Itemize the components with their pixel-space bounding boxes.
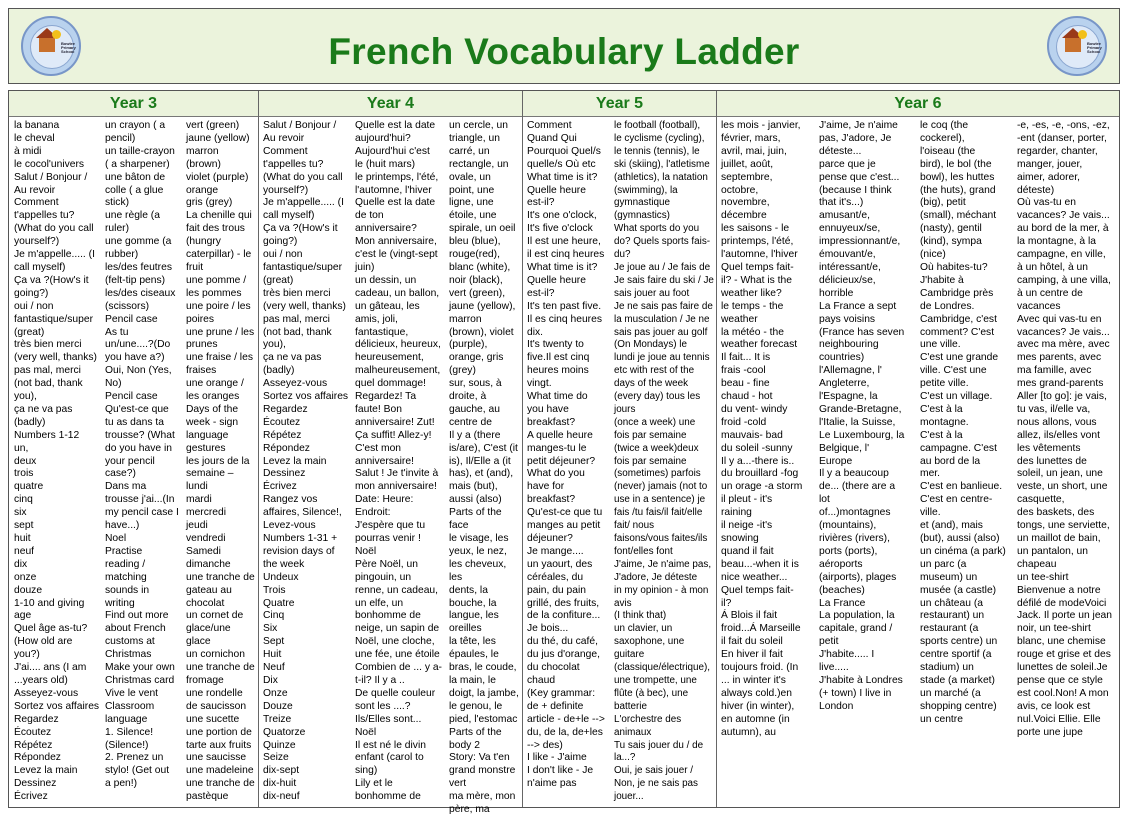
year-5-heading: Year 5 xyxy=(523,91,716,117)
year-4-column-2: Quelle est la date aujourd'hui? Aujourd'hui c'est le (huit mars) le printemps, l'été, l'automne, l'hiver Quelle est la date de ton anniversaire? Mon anniversaire, c'est le (vingt-sept juin) un dessin, un cadeau, un ballon, un gâteau, les amis, joli, fantastique, délicieux, heureux, heureusement, malheureusement, quel dommage! Regardez! Ta faute! Bon anniversaire! Zut! Ça suffit! Allez-y! C'est mon anniversaire! Salut ! Je t'invite à mon anniversaire! Date: Heure: Endroit: J'espère que tu pourras venir ! Noël Père Noël, un pingouin, un renne, un cadeau, un elfe, un bonhomme de neige, un sapin de Noël, une cloche, une fée, une étoile Combien de ... y a- t-il? Il y a .. De quelle couleur sont les ....? Ils/Elles sont... Noël Il est né le divin enfant (carol to sing) Lily et le bonhomme de xyxy=(355,120,442,803)
year-6-column-2: J'aime, Je n'aime pas, J'adore, Je déteste... parce que je pense que c'est... (because I think that it's...) amusant/e, ennuyeux/se, impressionnant/e, émouvant/e, intéressant/e, délicieux/se, horrible La France a sept pays voisins (France has seven neighbouring countries) l'Allemagne, l' Angleterre, l'Espagne, la Grande-Bretagne, l'Italie, la Suisse, Le Luxembourg, la Belgique, l' Europe Il y a beaucoup de... (there are a lot of...)montagnes (mountains), rivières (rivers), ports (ports), aéroports (airports), plages (beaches) La France La population, la capitale, grand / petit J'habite..... I live..... J'habite à Londres (+ town) I live in London xyxy=(819,120,905,712)
year-4-column-3: un cercle, un triangle, un carré, un rectangle, un ovale, un point, une ligne, une étoile, une spirale, un oeil bleu (blue), rouge(red), blanc (white), noir (black), vert (green), jaune (yellow), marron (brown), violet (purple), orange, gris (grey) sur, sous, à droite, à gauche, au centre de Il y a (there is/are), C'est (it is), Il/Elle a (it has), et (and), mais (but), aussi (also) Parts of the face le visage, les yeux, le nez, les cheveux, les dents, la bouche, la langue, les oreilles la tête, les épaules, le bras, le coude, la main, le doigt, la jambe, le genou, le pied, l'estomac Parts of the body 2 Story: Va t'en grand monstre vert ma mère, mon père, ma xyxy=(449,120,519,816)
year-4-heading: Year 4 xyxy=(259,91,522,117)
year-3-column-2: un crayon ( a pencil) un taille-crayon ( a sharpener) une bâton de colle ( a glue stick) une règle (a ruler) une gomme (a rubber) les/des feutres (felt-tip pens) les/des ciseaux (scissors) Pencil case As tu un/une....?(Do you have a?) Oui, Non (Yes, No) Pencil case Qu'est-ce que tu as dans ta trousse? (What do you have in your pencil case?) Dans ma trousse j'ai...(In my pencil case I have...) Noel Practise reading / matching sounds in writing Find out more about French customs at Christmas Make your own Christmas card Vive le vent Classroom language 1. Silence! (Silence!) 2. Prenez un stylo! (Get out a pen!) xyxy=(105,120,179,790)
year-divider xyxy=(716,91,717,807)
year-5-column-2: le football (football), le cyclisme (cycling), le tennis (tennis), le ski (skiing), l'atletisme (athletics), la natation (swimming), la gymnastique (gymnastics) What sports do you do? Quels sports fais- du? Je joue au / Je fais de Je sais faire du ski / Je sais jouer au foot Je ne sais pas faire de la musculation / Je ne sais pas jouer au golf (On Mondays) le lundi je joue au tennis etc with rest of the days of the week (every day) tous les jours (once a week) une fois par semaine (twice a week)deux fois par semaine (sometimes) parfois (never) jamais (not to use in a sentence) je fais /tu fais/il fait/elle fait/ nous faisons/vous faites/ils font/elles font J'aime, Je n'aime pas, J'adore, Je déteste in my opinion - à mon avis (I think that) un clavier, un saxophone, une guitare (classique/électrique), une trompette, une flûte (à bec), une batterie L'orchestre des animaux Tu sais jouer du / de la...? Oui, je sais jouer / Non, je ne sais pas jouer... xyxy=(614,120,714,803)
school-house-icon xyxy=(1065,38,1081,52)
year-3-column-3: vert (green) jaune (yellow) marron (brown) violet (purple) orange gris (grey) La chenille qui fait des trous (hungry caterpillar) - le fruit une pomme / les pommes une poire / les poires une prune / les prunes une fraise / les fraises une orange / les oranges Days of the week - sign language gestures les jours de la semaine – lundi mardi mercredi jeudi vendredi Samedi dimanche une tranche de gateau au chocolat un cornet de glace/une glace un cornichon une tranche de fromage une rondelle de saucisson une sucette une portion de tarte aux fruits une saucisse une madeleine une tranche de pastèque xyxy=(186,120,255,803)
year-6-column-1: les mois - janvier, février, mars, avril, mai, juin, juillet, août, septembre, octobre, novembre, décembre les saisons - le printemps, l'été, l'automne, l'hiver Quel temps fait- il? - What is the weather like? le temps - the weather la météo - the weather forecast Il fait... It is frais -cool beau - fine chaud - hot du vent- windy froid -cold mauvais- bad du soleil -sunny Il y a...-there is.. du brouillard -fog un orage -a storm il pleut - it's raining il neige -it's snowing quand il fait beau...-when it is nice weather... Quel temps fait- il? Á Blois il fait froid...Á Marseille il fait du soleil En hiver il fait toujours froid. (In ... in winter it's always cold.)en hiver (in winter), en automne (in autumn), au xyxy=(721,120,803,738)
logo-text: Bowlee Primary School xyxy=(1087,41,1102,54)
year-3-heading: Year 3 xyxy=(9,91,258,117)
year-5-column-1: Comment Quand Qui Pourquoi Quel/s quelle/s Où etc What time is it? Quelle heure est-il? It's one o'clock, It's five o'clock Il est une heure, il est cinq heures What time is it? Quelle heure est-il? It's ten past five. Il es cinq heures dix. It's twenty to five.Il est cinq heures moins vingt. What time do you have breakfast? A quelle heure manges-tu le petit déjeuner? What do you have for breakfast? Qu'est-ce que tu manges au petit déjeuner? Je mange.... un yaourt, des céréales, du pain, du pain grillé, des fruits, de la confiture... Je bois... du thé, du café, du jus d'orange, du chocolat chaud (Key grammar: de + definite article - de+le --> du, de la, de+les --> des) I like - J'aime I don't like - Je n'aime pas xyxy=(527,120,605,790)
year-3-column-1: la banana le cheval à midi le cocol'univers Salut / Bonjour / Au revoir Comment t'appelles tu? (What do you call yourself?) Je m'appelle..... (I call myself) Ça va ?(How's it going?) oui / non fantastique/super (great) très bien merci (very well, thanks) pas mal, merci (not bad, thank you), ça ne va pas (badly) Numbers 1-12 un, deux trois quatre cinq six sept huit neuf dix onze douze 1-10 and giving age Quel âge as-tu? (How old are you?) J'ai.... ans (I am ...years old) Asseyez-vous Sortez vos affaires Regardez Écoutez Répétez Répondez Levez la main Dessinez Écrivez xyxy=(14,120,100,803)
vocabulary-table xyxy=(8,90,1120,816)
year-6-heading: Year 6 xyxy=(717,91,1119,117)
logo-text: Bowlee Primary School xyxy=(61,41,76,54)
year-divider xyxy=(522,91,523,807)
year-6-column-3: le coq (the cockerel), l'oiseau (the bird), le bol (the bowl), les huttes (the huts), grand (big), petit (small), méchant (nasty), gentil (kind), sympa (nice) Où habites-tu? J'habite à Cambridge près de Londres. Cambridge, c'est comment? C'est une ville. C'est une grande ville. C'est une petite ville. C'est un village. C'est à la montagne. C'est à la campagne. C'est au bord de la mer. C'est en banlieue. C'est en centre- ville. et (and), mais (but), aussi (also) un cinéma (a park) un parc (a museum) un musée (a castle) un château (a restaurant) un restaurant (a sports centre) un centre sportif (a stadium) un stade (a market) un marché (a shopping centre) un centre xyxy=(920,120,1006,725)
year-divider xyxy=(258,91,259,807)
title-banner xyxy=(8,8,1120,84)
sun-icon xyxy=(1078,30,1087,39)
year-4-column-1: Salut / Bonjour / Au revoir Comment t'appelles tu? (What do you call yourself?) Je m'appelle..... (I call myself) Ça va ?(How's it going?) oui / non fantastique/super (great) très bien merci (very well, thanks) pas mal, merci (not bad, thank you), ça ne va pas (badly) Asseyez-vous Sortez vos affaires Regardez Écoutez Répétez Répondez Levez la main Dessinez Écrivez Rangez vos affaires, Silence!, Levez-vous Numbers 1-31 + revision days of the week Undeux Trois Quatre Cinq Six Sept Huit Neuf Dix Onze Douze Treize Quatorze Quinze Seize dix-sept dix-huit dix-neuf xyxy=(263,120,349,803)
school-logo-right xyxy=(1047,16,1107,76)
page-title: French Vocabulary Ladder xyxy=(328,31,800,72)
year-6-column-4: -e, -es, -e, -ons, -ez, -ent (danser, porter, regarder, chanter, manger, jouer, aimer, adorer, déteste) Où vas-tu en vacances? Je vais... au bord de la mer, à la montagne, à la campagne, en ville, à un hôtel, à un camping, à une villa, à un centre de vacances Avec qui vas-tu en vacances? Je vais... avec ma mère, avec mes parents, avec ma famille, avec mes grand-parents Aller [to go]: je vais, tu vas, il/elle va, nous allons, vous allez, ils/elles vont les vêtements des lunettes de soleil, un jean, une veste, un short, une casquette, des baskets, des tongs, une serviette, un maillot de bain, un pantalon, un chapeau un tee-shirt Bienvenue a notre défilé de modeVoici Jack. Il porte un jean noir, un tee-shirt blanc, une chemise rouge et grise et des lunettes de soleil.Je pense que ce style est cool.Non! A mon avis, ce look est nul.Voici Ellie. Elle porte une jupe xyxy=(1017,120,1113,738)
